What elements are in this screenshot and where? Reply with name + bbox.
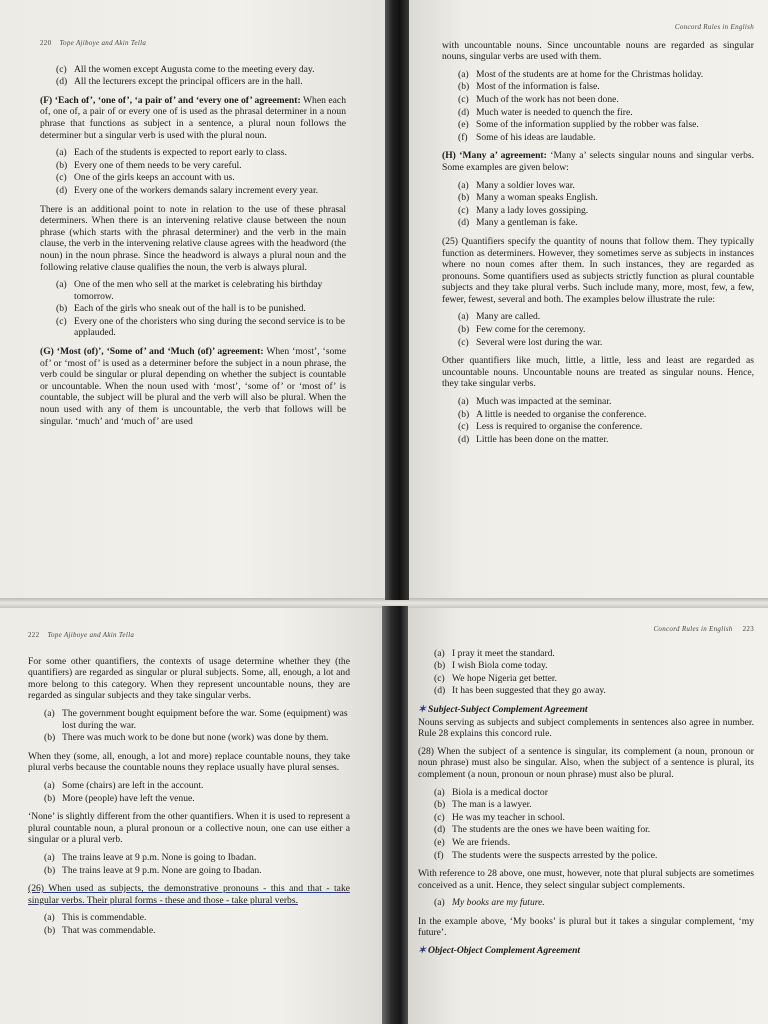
list-item [56,76,346,88]
item-text: Some (chairs) are left in the account. [62,779,204,791]
section-heading: ✶ Object-Object Complement Agreement [418,945,581,957]
item-label: (a) [44,779,55,791]
example-list [28,852,350,876]
list-item [458,434,754,446]
item-label: (b) [44,792,56,804]
list-item [56,185,346,197]
item-text: One of the men who sell at the market is celebrating his birthday tomorrow. [74,279,323,302]
item-text: More (people) have left the venue. [62,792,195,804]
paragraph: with uncountable nouns. Since uncountable nouns are regarded as singular nouns, singular verbs are used with them. [442,39,754,63]
list-item [458,217,754,229]
section-body: ‘Many a’ selects singular nouns and singular verbs. Some examples are given below: [442,150,755,173]
item-label: (b) [44,732,56,744]
list-item [434,673,754,685]
section-f [40,95,346,141]
item-text: The students were the suspects arrested by the police. [452,849,658,861]
item-label: (c) [56,315,67,327]
item-label: (a) [458,179,469,191]
item-label: (a) [434,647,445,659]
list-item [434,660,754,672]
item-text: It has been suggested that they go away. [452,685,606,697]
item-label: (c) [434,811,445,823]
running-head-title: Tope Ajiboye and Akin Tella [47,631,135,639]
item-label: (c) [458,93,469,105]
item-label: (b) [458,408,470,420]
item-label: (d) [434,824,446,836]
item-text: Every one of the workers demands salary increment every year. [74,184,319,196]
star-mark-icon: ✶ [418,945,427,957]
item-label: (c) [56,63,67,75]
item-label: (d) [434,685,446,697]
running-head [418,624,754,636]
column-top-right [442,23,755,452]
column-top-left [40,38,346,433]
rule-26: (26) When used as subjects, the demonstrative pronouns - this and that - take singular verbs. Their plural forms - these and those - take plural verbs. [28,883,350,906]
section-body: When each of, one of, a pair of or every one of is used as the phrasal determiner in a noun phrase that functions as subject in a sentence, a plural noun follows the determiner but a singular verb is used with the plural noun. [40,94,346,141]
rule-25: (25) Quantifiers specify the quantity of nouns that follow them. They typically function as determiners. However, they sometimes serve as subjects in instances where no noun comes after them. In such instances, they are regarded as pronouns. Some quantifiers used as subjects strictly function as plural countable subjects and they take plural verbs. Such include many, more, most, few, a few, fewer, fewest, several and both. The examples below illustrate the rule: [442,235,754,305]
list-item [434,897,754,909]
item-label: (b) [434,660,446,672]
list-item [458,337,754,349]
list-item [434,787,754,799]
list-item [56,172,346,184]
list-item [434,824,754,836]
list-item [434,685,754,697]
example-list [40,147,346,196]
list-item [434,799,754,811]
list-item [44,852,350,864]
item-label: (c) [56,172,67,184]
rule-28: (28) When the subject of a sentence is singular, its complement (a noun, pronoun or noun phrase) must also be singular. Also, when the subject of a sentence is plural, its complement (a noun, pronoun or noun phrase) must also be plural. [418,745,754,780]
list-item [458,311,754,323]
list-item [458,107,754,119]
running-head-title: Concord Rules in English [653,625,733,633]
item-label: (a) [44,851,55,863]
item-text: Biola is a medical doctor [452,786,548,798]
running-head: Concord Rules in English [674,23,754,31]
item-text: We are friends. [452,836,511,848]
section-heading: (H) ‘Many a’ agreement: [442,150,547,162]
item-label: (b) [56,159,68,171]
binding-gutter-top [385,0,409,600]
list-item [44,912,350,924]
list-item [458,409,754,421]
item-text: This is commendable. [62,912,147,924]
item-label: (b) [44,924,56,936]
item-text: Much of the work has not been done. [476,93,619,105]
list-item [56,316,346,339]
item-text: The government bought equipment before the war. Some (equipment) was lost during the war. [62,707,348,731]
section-heading: (G) ‘Most (of)’, ‘Some of’ and ‘Much (of)’ agreement: [40,346,264,358]
column-bottom-left [28,630,350,943]
list-item [44,925,350,937]
item-text: The trains leave at 9 p.m. None is going to Ibadan. [62,851,257,863]
item-label: (f) [458,131,468,143]
item-label: (c) [458,336,469,348]
paragraph: Other quantifiers like much, little, a little, less and least are regarded as uncountable nouns. Uncountable nouns are treated as singular nouns. Hence, they take singular verbs. [442,355,754,390]
section-heading: ✶ Subject-Subject Complement Agreement [418,703,588,715]
list-item [434,648,754,660]
list-item [458,192,754,204]
item-text: Many a woman speaks English. [476,192,598,204]
item-text: I pray it meet the standard. [452,647,555,659]
item-text: We hope Nigeria get better. [452,672,557,684]
list-item [434,812,754,824]
running-head [40,38,346,50]
item-label: (b) [434,799,446,811]
item-text: The trains leave at 9 p.m. None are going to Ibadan. [62,864,262,876]
item-text: Each of the students is expected to report early to class. [74,147,287,159]
item-label: (d) [458,106,470,118]
item-text: Some of his ideas are laudable. [476,131,596,143]
item-label: (a) [458,68,469,80]
list-item [458,396,754,408]
list-item [458,132,754,144]
paragraph: In the example above, ‘My books’ is plural but it takes a singular complement, ‘my future’. [418,915,754,939]
example-list [418,897,754,909]
item-label: (a) [458,311,469,323]
column-bottom-right [418,625,754,958]
example-list [418,787,754,862]
list-item [458,69,754,81]
item-text: Most of the students are at home for the Christmas holiday. [476,68,704,80]
item-text: Each of the girls who sneak out of the hall is to be punished. [74,303,306,315]
list-item [458,324,754,336]
item-text: Few come for the ceremony. [476,324,586,336]
item-label: (a) [458,396,469,408]
item-text: He was my teacher in school. [452,811,565,823]
section-h [442,150,754,173]
item-text: All the women except Augusta come to the meeting every day. [74,63,315,75]
item-text: There was much work to be done but none (work) was done by them. [62,732,329,744]
star-mark-icon: ✶ [418,703,427,715]
page-number: 222 [28,631,40,639]
item-text: A little is needed to organise the conference. [476,408,647,420]
item-text: The man is a lawyer. [452,799,532,811]
item-text: Much water is needed to quench the fire. [476,106,633,118]
list-item [458,421,754,433]
item-text: Little has been done on the matter. [476,433,609,445]
list-item [458,119,754,131]
item-text: Many a soldier loves war. [476,179,575,191]
item-text: That was commendable. [62,924,156,936]
list-item [458,94,754,106]
list-item [434,850,754,862]
example-list [442,180,754,229]
item-text: Some of the information supplied by the robber was false. [476,119,699,131]
paragraph: With reference to 28 above, one must, however, note that plural subjects are sometimes conceived as a unit. Hence, they select singular subject complements. [418,868,754,891]
list-item [56,160,346,172]
section-heading: (F) ‘Each of’, ‘one of’, ‘a pair of’ and ‘every one of’ agreement: [40,94,301,106]
item-text: Most of the information is false. [476,81,600,93]
item-text: Less is required to organise the conference. [476,421,643,433]
example-list [28,780,350,804]
list-item [56,303,346,315]
example-list [418,648,754,697]
item-text: My books are my future. [452,897,545,909]
section-body: When ‘most’, ‘some of’ or ‘most of’ is used as a determiner before the subject in a noun phrase, the verb could be singular or plural depending on whether the subject is countable or uncountable. When the noun used with ‘most’, ‘some of’ or ‘most of’ is countable, the subject will be plural and the verb will also be plural. When the noun used with any of them is uncountable, the verb that follows will be singular. ‘much’ and ‘much of’ are used [40,346,346,427]
list-item [458,205,754,217]
item-text: Many a lady loves gossiping. [476,204,589,216]
item-label: (c) [458,421,469,433]
item-label: (f) [434,849,444,861]
list-item [44,793,350,805]
paragraph: When they (some, all, enough, a lot and more) replace countable nouns, they take plural verbs because the countable nouns they replace usually have plural senses. [28,750,350,774]
running-head-title: Tope Ajiboye and Akin Tella [59,39,147,47]
item-text: Every one of the choristers who sing during the second service is to be applauded. [74,315,345,339]
example-list [442,69,754,144]
item-text: Several were lost during the war. [476,336,603,348]
running-head [28,630,350,642]
item-label: (d) [458,217,470,229]
example-list [28,912,350,936]
item-label: (d) [56,76,68,88]
item-text: Much was impacted at the seminar. [476,396,612,408]
list-item [56,147,346,159]
paragraph: Nouns serving as subjects and subject complements in sentences also agree in number. Rule 28 explains this concord rule. [418,716,754,740]
item-label: (a) [44,707,55,719]
example-list [40,279,346,339]
list-item [44,732,350,744]
list-item [458,81,754,93]
section-g [40,346,346,427]
list-item [56,64,346,76]
item-label: (b) [458,324,470,336]
list-item [44,865,350,877]
item-text: All the lecturers except the principal officers are in the hall. [74,76,303,88]
list-item [434,837,754,849]
item-label: (a) [56,147,67,159]
item-label: (e) [458,119,469,131]
page-number: 220 [40,39,52,47]
item-label: (a) [44,912,55,924]
item-label: (b) [458,192,470,204]
item-label: (d) [458,433,470,445]
item-label: (c) [434,672,445,684]
item-label: (e) [434,836,445,848]
paragraph: ‘None’ is slightly different from the other quantifiers. When it is used to represent a plural countable noun, a plural pronoun or a collective noun, one can use either a singular or a plural verb. [28,811,350,846]
example-list [28,708,350,744]
item-label: (a) [434,786,445,798]
item-text: The students are the ones we have been waiting for. [452,824,651,836]
example-list [40,64,346,88]
item-text: I wish Biola come today. [452,660,548,672]
paragraph: For some other quantifiers, the contexts of usage determine whether they (the quantifiers) are regarded as singular or plural subjects. Some, all, enough, a lot and more belong to this category. When they represent uncountable nouns, they are regarded as singular subjects and they take singular verbs. [28,655,350,702]
item-label: (b) [458,81,470,93]
paragraph: There is an additional point to note in relation to the use of these phrasal determiners. When there is an intervening relative clause between the noun phrase (which starts with the phrasal determiner) and the verb in the main clause, the verb in the intervening relative clause agrees with the headword (the noun) in the noun phrase. Since the headword is always a plural noun and the following relative clause qualifies the noun, the verb is always plural. [40,203,346,273]
item-text: Many are called. [476,311,541,323]
item-text: Every one of them needs to be very careful. [74,159,242,171]
item-text: Many a gentleman is fake. [476,217,578,229]
item-label: (b) [44,864,56,876]
item-label: (a) [56,279,67,291]
list-item [44,780,350,792]
example-list [442,311,754,348]
list-item [458,180,754,192]
item-label: (c) [458,204,469,216]
item-label: (b) [56,303,68,315]
item-label: (a) [434,897,445,909]
page-number: 223 [742,625,754,633]
item-text: One of the girls keeps an account with us. [74,172,235,184]
item-label: (d) [56,184,68,196]
list-item [44,708,350,731]
example-list [442,396,754,445]
list-item [56,279,346,302]
binding-gutter-bottom [382,606,408,1024]
